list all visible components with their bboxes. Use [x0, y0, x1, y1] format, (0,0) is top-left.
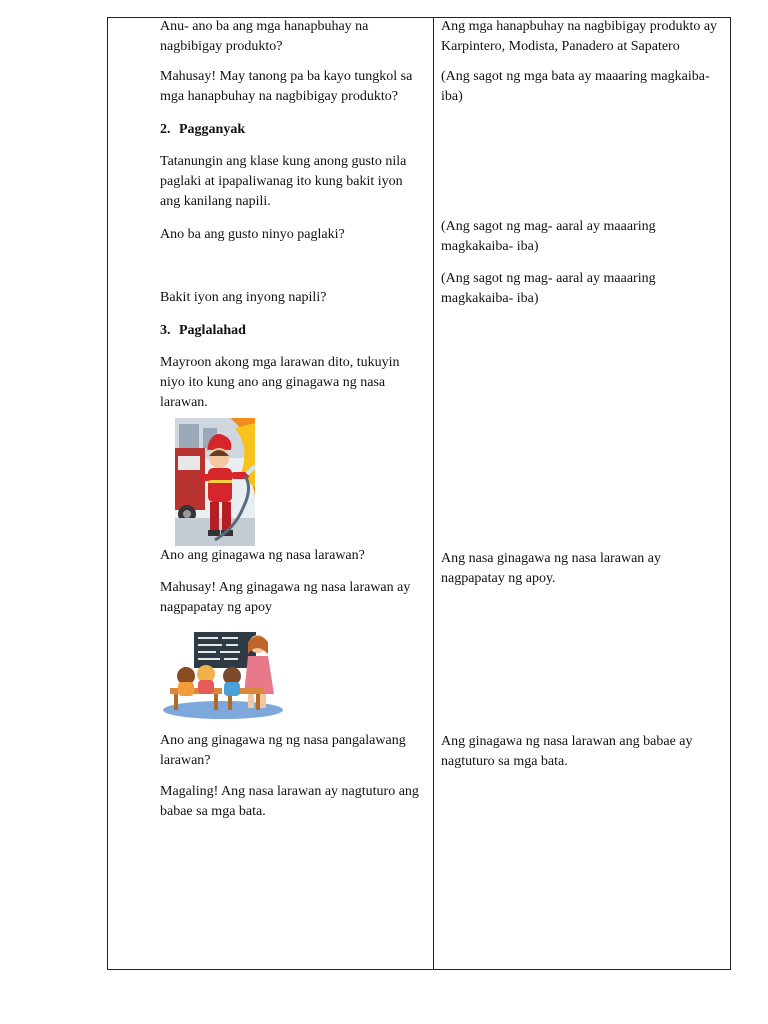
answer-tanong: (Ang sagot ng mga bata ay maaaring magkaiba- iba)	[441, 69, 710, 104]
section-3-number: 3.	[160, 323, 171, 338]
section-3-instruction: Mayroon akong mga larawan dito, tukuyin niyo ito kung ano ang ginagawa ng nasa larawan.	[160, 355, 400, 410]
question-gusto: Ano ba ang gusto ninyo paglaki?	[160, 227, 345, 242]
column-divider	[433, 17, 434, 970]
answer-larawan-2: Ang ginagawa ng nasa larawan ang babae ay nagtuturo sa mga bata.	[441, 734, 693, 769]
classroom-image	[162, 630, 284, 720]
question-bakit: Bakit iyon ang inyong napili?	[160, 290, 327, 305]
answer-gusto: (Ang sagot ng mag- aaral ay maaaring magkakaiba- iba)	[441, 219, 656, 254]
answer-bakit: (Ang sagot ng mag- aaral ay maaaring magkakaiba- iba)	[441, 271, 656, 306]
answer-produkto: Ang mga hanapbuhay na nagbibigay produkto ay Karpintero, Modista, Panadero at Sapatero	[441, 19, 718, 54]
section-3-heading	[160, 321, 426, 341]
section-2-heading	[160, 120, 426, 140]
question-produkto: Anu- ano ba ang mga hanapbuhay na nagbibigay produkto?	[160, 19, 369, 54]
firefighter-image	[175, 418, 255, 546]
section-2-instruction: Tatanungin ang klase kung anong gusto nila paglaki at ipapaliwanag ito kung bakit iyon ang kanilang napili.	[160, 154, 407, 209]
question-larawan-1: Ano ang ginagawa ng nasa larawan?	[160, 548, 365, 563]
answer-larawan-1: Ang nasa ginagawa ng nasa larawan ay nagpapatay ng apoy.	[441, 551, 662, 586]
question-tanong: Mahusay! May tanong pa ba kayo tungkol sa mga hanapbuhay na nagbibigay produkto?	[160, 69, 413, 104]
question-larawan-2: Ano ang ginagawa ng ng nasa pangalawang larawan?	[160, 733, 406, 768]
section-2-number: 2.	[160, 122, 171, 137]
feedback-larawan-1: Mahusay! Ang ginagawa ng nasa larawan ay nagpapatay ng apoy	[160, 580, 411, 615]
section-3-title: Paglalahad	[179, 323, 246, 338]
feedback-larawan-2: Magaling! Ang nasa larawan ay nagtuturo ang babae sa mga bata.	[160, 784, 419, 819]
section-2-title: Pagganyak	[179, 122, 246, 137]
